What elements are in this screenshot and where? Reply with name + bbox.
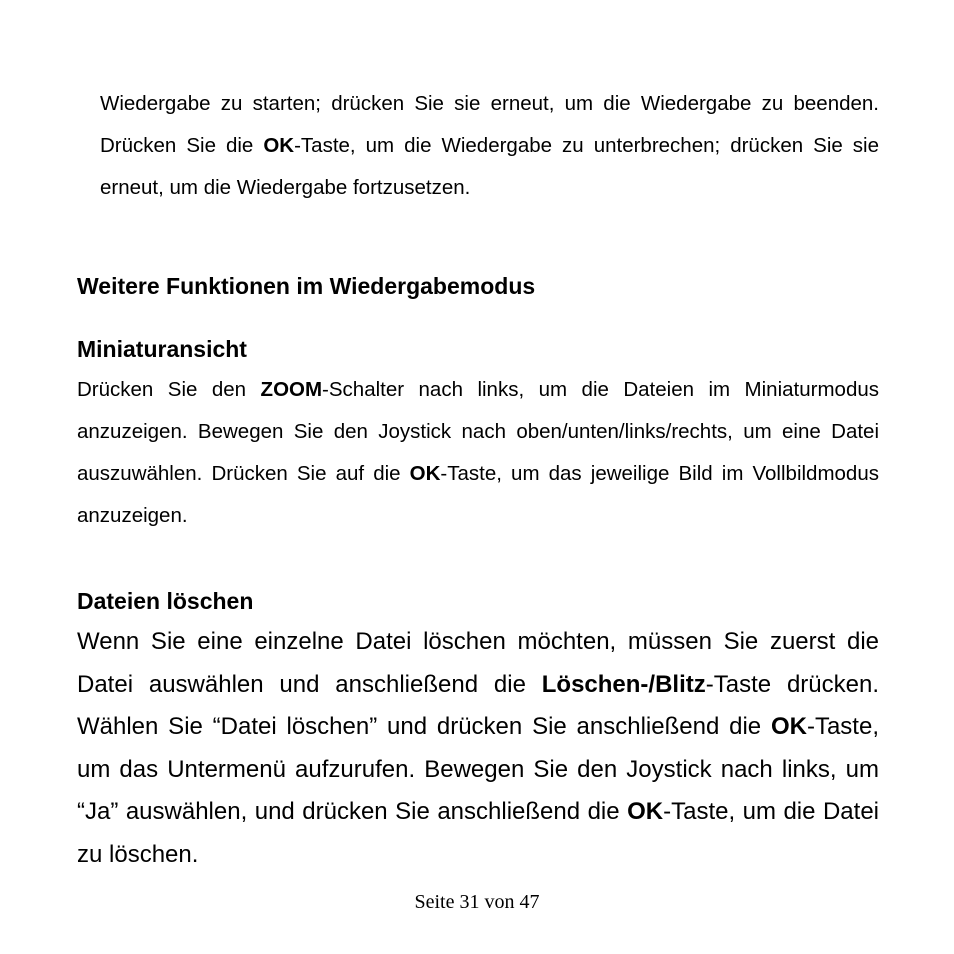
delete-flash-key: Löschen-/Blitz	[541, 670, 706, 698]
delete-title: Dateien löschen	[77, 588, 254, 614]
intro-text-2: -Taste, um die Wiedergabe zu unterbrechen; drücken Sie sie erneut, um die Wiedergabe fortzusetzen.	[100, 134, 879, 199]
thumbnail-ok-key: OK	[409, 462, 441, 485]
delete-text-2: -Taste drücken. Wählen Sie “Datei löschen” und drücken Sie anschließend die	[77, 670, 879, 740]
delete-ok-key-2: OK	[627, 798, 664, 825]
thumbnail-text-1: Drücken Sie den	[77, 378, 261, 401]
intro-text-1: Wiedergabe zu starten; drücken Sie sie erneut, um die Wiedergabe zu beenden. Drücken Sie die	[100, 92, 879, 157]
thumbnail-text-3: -Taste, um das jeweilige Bild im Vollbildmodus anzuzeigen.	[77, 462, 879, 527]
thumbnail-zoom-key: ZOOM	[260, 378, 323, 401]
delete-text-1: Wenn Sie eine einzelne Datei löschen möchten, müssen Sie zuerst die Datei auswählen und anschließend die	[77, 628, 879, 698]
page-number: Seite 31 von 47	[414, 891, 540, 913]
section-heading: Weitere Funktionen im Wiedergabemodus	[77, 273, 536, 299]
delete-text-3: -Taste, um das Untermenü aufzurufen. Bewegen Sie den Joystick nach links, um “Ja” auswählen, und drücken Sie anschließend die	[77, 713, 879, 825]
thumbnail-title: Miniaturansicht	[77, 336, 247, 362]
thumbnail-text-2: -Schalter nach links, um die Dateien im Miniaturmodus anzuzeigen. Bewegen Sie den Joystick nach oben/unten/links/rechts, um eine Datei auszuwählen. Drücken Sie auf die	[77, 378, 879, 485]
delete-paragraph	[77, 621, 879, 876]
delete-text-4: -Taste, um die Datei zu löschen.	[77, 798, 880, 868]
thumbnail-paragraph	[77, 369, 879, 537]
intro-ok-key: OK	[263, 134, 295, 157]
intro-paragraph	[100, 83, 879, 209]
delete-ok-key-1: OK	[770, 713, 807, 740]
